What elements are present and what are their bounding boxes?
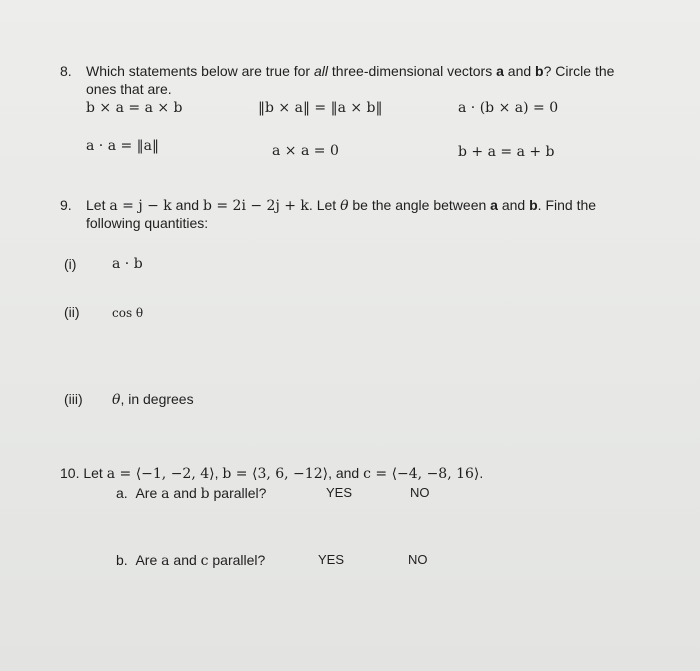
q10-prompt: 10. Let a = ⟨−1, −2, 4⟩, b = ⟨3, 6, −12⟩, and c = ⟨−4, −8, 16⟩. [60,465,484,482]
q8-prompt-line1: Which statements below are true for all three-dimensional vectors a and b? Circle the [86,63,615,79]
q8-statement-3[interactable]: a · (b × a) = 0 [458,100,559,116]
q9-part-i-label: (i) [64,256,77,272]
q8-number: 8. [60,63,72,79]
q8-statement-2[interactable]: ‖b × a‖ = ‖a × b‖ [258,100,383,116]
q10-part-b-no[interactable]: NO [408,552,428,567]
q8-statement-4[interactable]: a · a = ‖a‖ [86,138,160,154]
q9-prompt-line1: Let a = j − k and b = 2i − 2j + k. Let θ be the angle between a and b. Find the [86,197,597,214]
q10-part-a-yes[interactable]: YES [326,485,353,500]
q8-statement-1[interactable]: b × a = a × b [86,100,183,116]
q8-statement-6[interactable]: b + a = a + b [458,144,555,160]
q9-part-i-expr: a · b [112,256,143,272]
q9-number: 9. [60,197,72,213]
q10-part-b-yes[interactable]: YES [318,552,345,567]
q9-part-ii-expr: cos θ [112,306,144,320]
q9-part-ii-label: (ii) [64,304,80,320]
q10-part-a-no[interactable]: NO [410,485,430,500]
q10-part-a-question: a. Are a and b parallel? [116,485,267,502]
q8-statement-5[interactable]: a × a = 0 [272,143,339,159]
q9-part-iii-expr: θ, in degrees [112,391,194,408]
q9-prompt-line2: following quantities: [86,215,209,231]
q10-part-b-question: b. Are a and c parallel? [116,552,266,569]
q8-prompt-line2: ones that are. [86,81,172,97]
q9-part-iii-label: (iii) [64,391,83,407]
